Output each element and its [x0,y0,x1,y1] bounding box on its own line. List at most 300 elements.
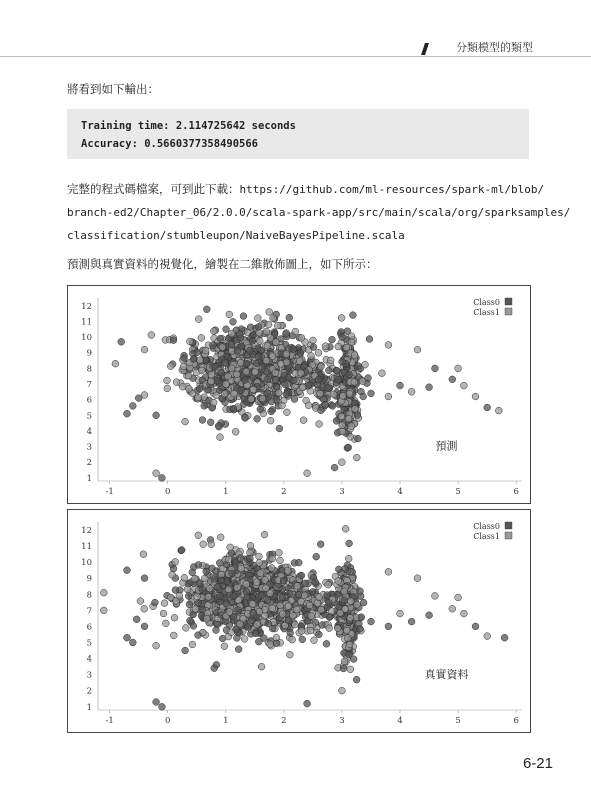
class0-point [350,312,357,319]
class0-point [135,395,142,402]
class1-point [161,600,168,607]
class0-point [319,622,326,629]
class1-point [254,621,261,628]
class0-point [218,369,225,376]
class0-point [295,559,302,566]
class0-point [153,412,160,419]
y-tick-label: 1 [86,473,92,484]
y-tick-label: 1 [86,702,92,713]
x-tick-label: 3 [339,716,345,726]
class0-point [243,360,250,367]
intro-text: 將看到如下輸出： [67,82,159,96]
class1-point [164,377,171,384]
class1-point [137,598,144,605]
class1-point [173,379,180,386]
class1-point [100,607,107,614]
class1-point [185,372,192,379]
y-tick-label: 11 [81,542,92,553]
class1-point [234,371,241,378]
y-tick-label: 7 [86,606,92,617]
class0-point [346,371,353,378]
class1-point [148,332,155,339]
class1-point [326,625,333,632]
class1-point [353,601,360,608]
class1-point [283,351,290,358]
class0-point [325,385,332,392]
class0-point [254,415,261,422]
header-divider [0,56,591,57]
class1-point [182,418,189,425]
class1-point [307,627,314,634]
class1-point [335,343,342,350]
class0-point [368,618,375,625]
y-tick-label: 10 [81,333,92,344]
y-tick-label: 9 [86,574,92,585]
class1-point [301,592,308,599]
class0-point [355,435,362,442]
class1-point [432,593,439,600]
class1-point [226,311,233,318]
class1-point [141,605,148,612]
y-tick-label: 4 [86,654,92,665]
x-tick-label: 5 [455,487,461,497]
class1-point [325,581,332,588]
class0-point [326,614,333,621]
class1-point [335,578,342,585]
download-paragraph [67,178,570,247]
class0-point [118,338,125,345]
class1-point [340,392,347,399]
class1-point [210,328,217,335]
class1-point [472,393,479,400]
class1-point [339,459,346,466]
class0-point [304,700,311,707]
class1-point [256,559,263,566]
class0-point [172,587,179,594]
class0-point [365,375,372,382]
legend-swatch [505,298,512,305]
class1-point [205,593,212,600]
y-tick-label: 7 [86,380,92,391]
class1-point [250,386,257,393]
class0-point [255,638,262,645]
y-tick-label: 2 [86,458,92,469]
class1-point [397,610,404,617]
class1-point [223,381,230,388]
scatter-chart-prediction-svg [68,286,530,503]
x-tick-label: 2 [281,487,287,497]
class0-point [325,367,332,374]
class0-point [141,623,148,630]
class1-point [167,363,174,370]
class1-point [345,555,352,562]
data-points [112,306,502,481]
class1-point [414,575,421,582]
class1-point [315,349,322,356]
class1-point [347,598,354,605]
class0-point [426,384,433,391]
class0-point [211,665,218,672]
class1-point [219,344,226,351]
class1-point [351,352,358,359]
class1-point [306,602,313,609]
class0-point [222,359,229,366]
class1-point [221,643,228,650]
class0-point [357,588,364,595]
download-url-line2: branch-ed2/Chapter_06/2.0.0/scala-spark-app/src/main/scala/org/sparksamples/ [67,206,571,219]
class1-point [299,384,306,391]
class1-point [249,600,256,607]
legend-swatch [505,308,512,315]
x-tick-label: 2 [281,716,287,726]
class1-point [231,390,238,397]
class1-point [227,544,234,551]
code-line-training-time: Training time: 2.114725642 seconds [81,120,296,132]
class0-point [203,306,210,313]
class1-point [343,627,350,634]
class1-point [283,359,290,366]
class1-point [277,557,284,564]
class1-point [339,428,346,435]
data-points [100,525,508,710]
class0-point [290,377,297,384]
class1-point [232,428,239,435]
class1-point [170,632,177,639]
class1-point [238,565,245,572]
legend-label: Class0 [473,522,500,531]
class0-point [201,403,208,410]
class1-point [339,687,346,694]
y-tick-label: 9 [86,348,92,359]
class1-point [164,385,171,392]
class1-point [171,614,178,621]
class1-point [272,370,279,377]
class0-point [334,367,341,374]
class0-point [339,334,346,341]
class1-point [298,335,305,342]
class1-point [208,371,215,378]
class1-point [277,602,284,609]
class0-point [255,324,262,331]
class1-point [153,470,160,477]
class0-point [246,347,253,354]
class0-point [264,597,271,604]
class0-point [259,592,266,599]
class0-point [213,627,220,634]
class0-point [240,313,247,320]
class0-point [315,376,322,383]
class0-point [322,401,329,408]
class0-point [170,565,177,572]
class1-point [258,663,265,670]
class1-point [408,388,415,395]
class0-point [186,601,193,608]
class1-point [276,549,283,556]
class1-point [310,337,317,344]
y-tick-label: 8 [86,364,92,375]
class0-point [366,336,373,343]
class1-point [346,641,353,648]
class1-point [341,588,348,595]
class0-point [299,636,306,643]
x-tick-label: 6 [513,716,519,726]
class1-point [256,338,263,345]
class1-point [248,396,255,403]
class0-point [272,377,279,384]
class1-point [243,368,250,375]
class0-point [329,403,336,410]
header-title: 分類模型的類型 [456,41,533,54]
class1-point [316,421,323,428]
class0-point [408,618,415,625]
class0-point [264,390,271,397]
class0-point [238,387,245,394]
legend-label: Class0 [473,298,500,307]
class0-point [268,398,275,405]
class0-point [283,391,290,398]
class1-point [182,625,189,632]
class1-point [298,628,305,635]
class0-point [279,594,286,601]
chart-annotation: 真實資料 [424,667,469,681]
class0-point [357,625,364,632]
x-tick-label: -1 [105,716,114,726]
x-tick-label: 3 [339,487,345,497]
y-tick-label: 8 [86,590,92,601]
y-tick-label: 2 [86,686,92,697]
y-tick-label: 5 [86,638,92,649]
class0-point [195,600,202,607]
legend-swatch [505,522,512,529]
class1-point [318,363,325,370]
class0-point [124,567,131,574]
class1-point [379,370,386,377]
class1-point [449,605,456,612]
class0-point [124,634,131,641]
class1-point [197,357,204,364]
class1-point [327,357,334,364]
class0-point [141,575,148,582]
class1-point [234,584,241,591]
class0-point [295,592,302,599]
class0-point [323,640,330,647]
class0-point [368,390,375,397]
class1-point [198,367,205,374]
class1-point [206,585,213,592]
class1-point [385,393,392,400]
class1-point [208,541,215,548]
x-tick-label: 5 [455,716,461,726]
class1-point [153,642,160,649]
class1-point [352,405,359,412]
x-tick-label: 1 [223,716,229,726]
class1-point [345,415,352,422]
class0-point [152,599,159,606]
class0-point [264,376,271,383]
class1-point [263,328,270,335]
class0-point [257,406,264,413]
class1-point [259,395,266,402]
class0-point [333,418,340,425]
class1-point [461,610,468,617]
y-tick-label: 10 [81,558,92,569]
class0-point [185,593,192,600]
class0-point [353,676,360,683]
class1-point [256,553,263,560]
class0-point [255,353,262,360]
class1-point [262,577,269,584]
class0-point [338,569,345,576]
class0-point [287,630,294,637]
x-tick-label: 4 [397,487,403,497]
class0-point [129,639,136,646]
class1-point [200,541,207,548]
class1-point [221,390,228,397]
class0-point [229,570,236,577]
class0-point [340,665,347,672]
y-tick-label: 5 [86,411,92,422]
class1-point [186,385,193,392]
class0-point [199,417,206,424]
class1-point [247,542,254,549]
class0-point [276,425,283,432]
class1-point [210,399,217,406]
class0-point [355,363,362,370]
class1-point [160,610,167,617]
class1-point [322,343,329,350]
class0-point [153,699,160,706]
class1-point [344,635,351,642]
class0-point [310,344,317,351]
class1-point [338,315,345,322]
class0-point [345,444,352,451]
page-number: 6-21 [522,755,553,772]
legend-swatch [505,532,512,539]
class1-point [287,651,294,658]
class1-point [195,316,202,323]
class1-point [225,373,232,380]
class0-point [252,630,259,637]
class1-point [279,611,286,618]
class1-point [362,361,369,368]
x-tick-label: 4 [397,716,403,726]
class0-point [203,568,210,575]
class1-point [348,423,355,430]
class1-point [347,615,354,622]
y-tick-label: 4 [86,426,92,437]
class0-point [339,358,346,365]
class1-point [267,417,274,424]
class0-point [199,586,206,593]
class0-point [159,703,166,710]
download-url-line1: https://github.com/ml-resources/spark-ml/blob/ [239,183,545,196]
class1-point [316,594,323,601]
class1-point [347,666,354,673]
class1-point [300,417,307,424]
scatter-chart-actual [67,509,531,733]
class1-point [141,346,148,353]
class0-point [331,464,338,471]
class0-point [312,579,319,586]
class0-point [230,405,237,412]
class1-point [342,525,349,532]
class0-point [273,640,280,647]
class0-point [313,553,320,560]
class0-point [426,612,433,619]
class0-point [281,381,288,388]
class1-point [495,407,502,414]
class0-point [230,593,237,600]
class0-point [195,562,202,569]
y-tick-label: 6 [86,395,92,406]
class1-point [385,342,392,349]
class1-point [252,369,259,376]
class0-point [501,634,508,641]
class1-point [226,609,233,616]
class1-point [284,567,291,574]
class1-point [100,589,107,596]
y-tick-label: 12 [81,526,92,537]
class1-point [257,570,264,577]
class1-point [184,586,191,593]
class0-point [235,646,242,653]
class0-point [181,355,188,362]
download-url-line3: classification/stumbleupon/NaiveBayesPipeline.scala [67,229,405,242]
class1-point [298,369,305,376]
class1-point [351,379,358,386]
class1-point [270,315,277,322]
class0-point [207,419,214,426]
class1-point [202,347,209,354]
class0-point [232,559,239,566]
class1-point [265,321,272,328]
class0-point [211,576,218,583]
class1-point [263,585,270,592]
class1-point [208,378,215,385]
class0-point [253,360,260,367]
class1-point [308,353,315,360]
class1-point [176,592,183,599]
class0-point [217,593,224,600]
class1-point [289,636,296,643]
class1-point [266,309,273,316]
class0-point [263,369,270,376]
class0-point [235,607,242,614]
class0-point [190,356,197,363]
x-tick-label: 0 [164,716,171,726]
class0-point [335,376,342,383]
class0-point [187,617,194,624]
class0-point [178,547,185,554]
viz-text: 預測與真實資料的視覺化，繪製在二維散佈圖上，如下所示： [67,257,378,271]
code-line-accuracy: Accuracy: 0.5660377358490566 [81,138,259,150]
class1-point [290,612,297,619]
class0-point [316,631,323,638]
class0-point [397,382,404,389]
class1-point [334,625,341,632]
y-tick-label: 6 [86,622,92,633]
class0-point [324,592,331,599]
class1-point [455,594,462,601]
class1-point [484,633,491,640]
chart-annotation: 預測 [435,439,458,453]
class1-point [253,579,260,586]
x-tick-label: 0 [164,487,171,497]
class1-point [187,338,194,345]
legend-label: Class1 [473,308,500,317]
class1-point [269,555,276,562]
class1-point [294,583,301,590]
